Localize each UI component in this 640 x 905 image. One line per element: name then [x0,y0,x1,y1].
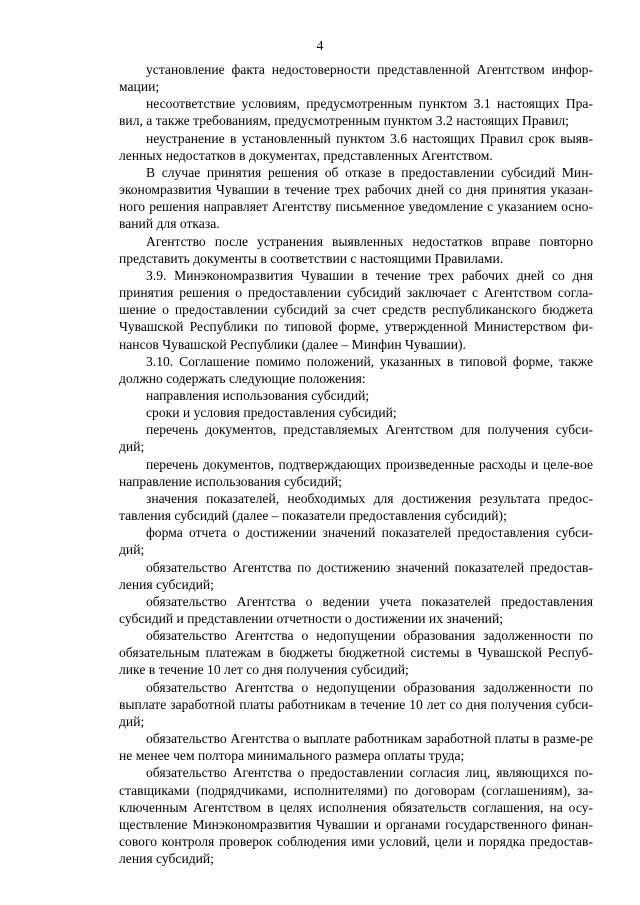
paragraph-12: значения показателей, необходимых для достижения результата предос-тавления субсидий (далее – показатели предоставления субсидий); [119,490,593,524]
paragraph-17: обязательство Агентства о недопущении образования задолженности по выплате заработной платы работникам в течение 10 лет со дня получения субси-дий; [119,679,593,729]
paragraph-14: обязательство Агентства по достижению значений показателей предостав-ления субсидий; [119,559,593,592]
paragraph-18: обязательство Агентства о выплате работникам заработной платы в разме-ре не менее чем полтора минимального размера оплаты труда; [119,731,593,764]
paragraph-6: 3.9. Минэкономразвития Чувашии в течение трех рабочих дней со дня принятия решения о предоставлении субсидий заключает с Агентством согла-шение о предоставлении субсидий за счет средств республиканского бюджета Чувашской Республики по типовой форме, утвержденной Министерством фи-нансов Чувашской Республики (далее – Минфин Чувашии). [119,267,593,352]
paragraph-9: сроки и условия предоставления субсидий; [146,405,397,421]
paragraph-10: перечень документов, представляемых Агентством для получения субси-дий; [119,422,593,455]
paragraph-7: 3.10. Соглашение помимо положений, указанных в типовой форме, также должно содержать следующие положения: [119,353,593,386]
paragraph-15: обязательство Агентства о ведении учета показателей предоставления субсидий и представлении отчетности о достижении их значений; [119,593,593,626]
paragraph-5: Агентство после устранения выявленных недостатков вправе повторно представить документы в соответствии с настоящими Правилами. [119,233,593,266]
paragraph-8: направления использования субсидий; [146,387,370,403]
paragraph-1: установление факта недостоверности представленной Агентством инфор-мации; [119,62,593,95]
document-body [119,61,593,867]
paragraph-3: неустранение в установленный пунктом 3.6 настоящих Правил срок выяв-ленных недостатков в документах, представленных Агентством. [119,130,593,163]
paragraph-4: В случае принятия решения об отказе в предоставлении субсидий Мин-экономразвития Чувашии в течение трех рабочих дней со дня принятия указан-ного решения направляет Агентству письменное уведомление с указанием осно-ваний для отказа. [119,164,593,232]
paragraph-11: перечень документов, подтверждающих произведенные расходы и целе-вое направление использования субсидий; [119,456,593,489]
paragraph-19: обязательство Агентства о предоставлении согласия лиц, являющихся по-ставщиками (подрядчиками, исполнителями) по договорам (соглашениям), за-ключенным Агентством в целях исполнения обязательств соглашения, на осу-ществление Минэкономразвития Чувашии и органами государственного финан-сового контроля проверок соблюдения ими условий, цели и порядка предостав-ления субсидий; [119,765,593,867]
paragraph-16: обязательство Агентства о недопущении образования задолженности по обязательным платежам в бюджеты бюджетной системы в Чувашской Респуб-лике в течение 10 лет со дня получения субсидий; [119,628,593,678]
paragraph-13: форма отчета о достижении значений показателей предоставления субси-дий; [119,525,593,558]
paragraph-2: несоответствие условиям, предусмотренным пунктом 3.1 настоящих Пра-вил, а также требованиям, предусмотренным пунктом 3.2 настоящих Правил; [119,96,593,129]
page-number: 4 [316,38,324,53]
